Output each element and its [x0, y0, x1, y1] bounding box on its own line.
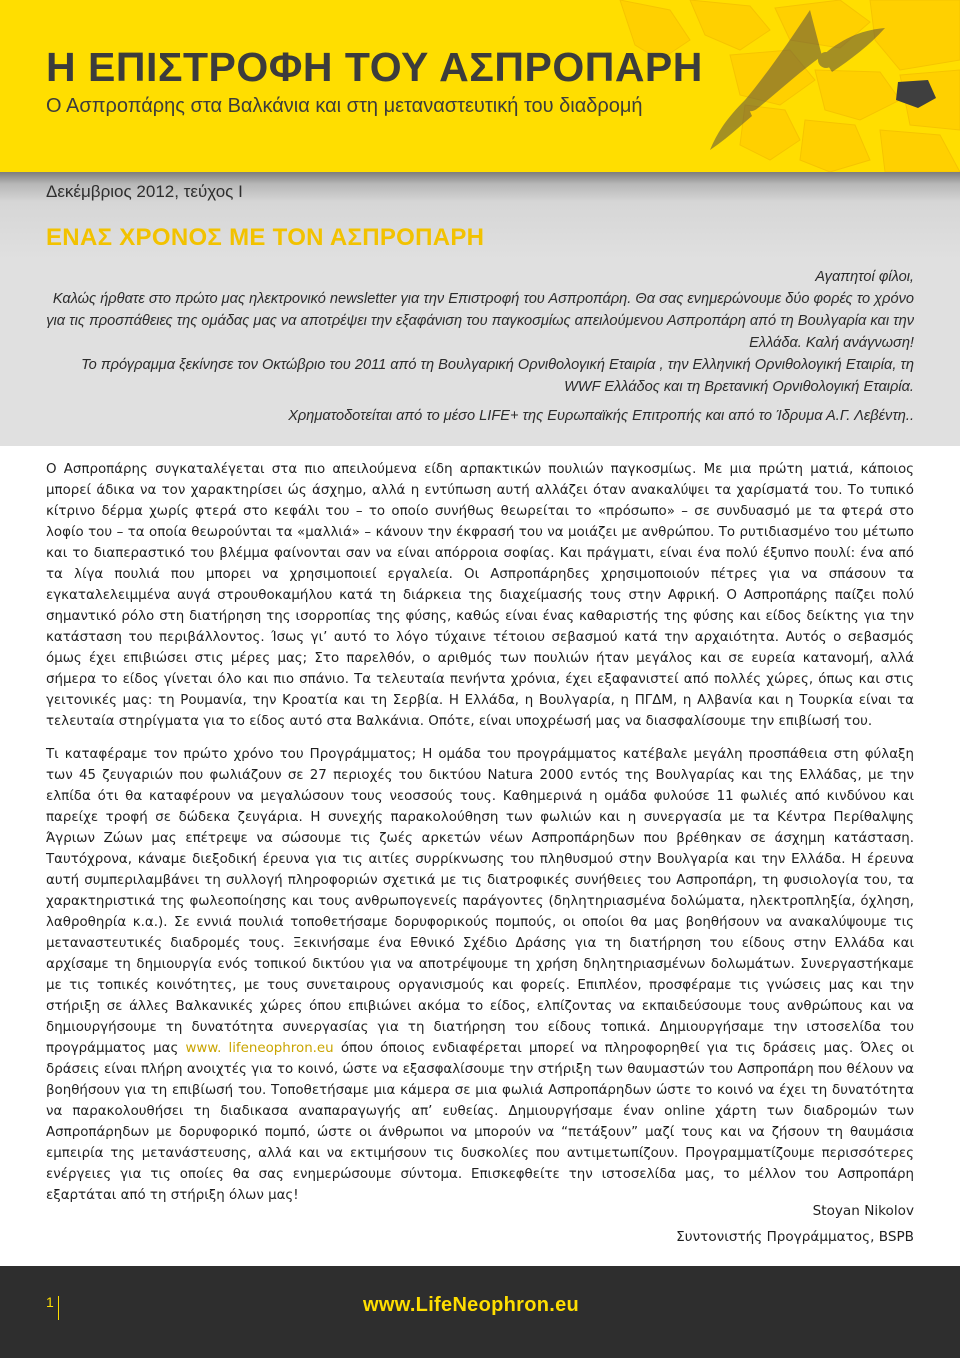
- section-heading: ΕΝΑΣ ΧΡΟΝΟΣ ΜΕ ΤΟΝ ΑΣΠΡΟΠΑΡΗ: [46, 224, 485, 251]
- intro-text: [46, 266, 914, 427]
- intro-funding: Χρηματοδοτείται από το μέσο LIFE+ της Ευρωπαϊκής Επιτροπής και από το Ίδρυμα Α.Γ. Λεβέντη..: [288, 408, 914, 424]
- signature: [676, 1198, 914, 1250]
- body-paragraph: Ο Ασπροπάρης συγκαταλέγεται στα πιο απειλούμενα είδη αρπακτικών πουλιών παγκοσμίως. Με μια πρώτη ματιά, κάποιος μπορεί άδικα να τον χαρακτηρίσει ώς άσχημο, αλλά η εντύπωση αυτή αλλάζει όταν ανακαλύψει τα χαρίσματά του. Το τυπικό κίτρινο δέρμα χωρίς φτερά στο κεφάλι του – το οποίο συνήθως θεωρείται το «πρόσωπο» – σε συνδυασμό με τα φτερά στο λοφίο του – τα οποία θεωρούνται τα «μαλλιά» – κάνουν την έκφρασή του να μοιάζει με ανθρώπου. Το ρυτιδιασμένο του μέτωπο και το διαπεραστικό του βλέμμα φαίνονται σαν να είναι απόρροια σοφίας. Και πράγματι, είναι ένα πολύ έξυπνο πουλί: ένα από τα λίγα πουλιά που μπορει να χρησιμοποιεί εργαλεία. Οι Ασπροπάρηδες χρησιμοποιούν πέτρες για να σπάσουν τα εγκαταλελειμμένα αυγά στρουθοκαμήλου κατά τη διάρκεια της διαχείμασής τους στην Αφρική. Ο Ασπροπάρης παίζει πολύ σημαντικό ρόλο στη διατήρηση της ισορροπίας της φύσης, καθώς είναι ένας καθαριστής της φύσης και είδος δείκτης για την κατάσταση του περιβάλλοντος. Ίσως γι’ αυτό το λόγο τύχαινε τέτοιου σεβασμού κατά την αρχαιότητα. Αυτός ο σεβασμός όμως έχει επιβιώσει στις μέρες μας; Στο παρελθόν, ο αριθμός των πουλιών ήταν μεγάλος και σε ευρεία κατανομή, αλλά σήμερα το είδος γίνεται όλο και πιο σπάνιο. Τα τελευταία πενήντα χρόνια, έχει εξαφανιστεί από πολλές χώρες, όπως και στις γειτονικές μας: τη Ρουμανία, την Κροατία και τη Σερβία. Η Ελλάδα, η Βουλγαρία, η ΠΓΔΜ, η Αλβανία και η Τουρκία είναι τα τελευταία στηρίγματα για το είδος αυτό στα Βαλκάνια. Οπότε, είναι υποχρέωσή μας να διασφαλίσουμε την επιβίωσή του.: [46, 462, 914, 729]
- body-text: όπου όποιος ενδιαφέρεται μπορεί να πληροφορηθεί για τις δράσεις μας. Όλες οι δράσεις είναι πλήρη ανοιχτές για το κοινό, ώστε να εξασφαλίσουμε την στήριξη των θαυμαστών του Ασπροπάρη που θέλουν να βοηθήσουν για τη επιβίωσή του. Τοποθετήσαμε μια κάμερα σε μια φωλιά Ασπροπάρηδων ώστε το κοινό να έχει τη δυνατότητα να παρακολουθήσει τη διαδικασα αναπαραγωγής απ’ ευθείας. Δημιουργήσαμε έναν online χάρτη των διαδρομών των Ασπροπάρηδων με δορυφορικό πομπό, ώστε οι άνθρωποι να μπορούν να “πετάξουν” μαζί τους και να ζήσουν τη θαυμάσια εμπειρία της μετανάστευσης, αλλά και να εκτιμήσουν τις δυσκολίες που αντιμετωπίζουν. Προγραμματίζουμε περισσότερες ενέργειες για τις οποίες θα σας ενημερώσουμε σύντομα. Επισκεφθείτε την ιστοσελίδα μας, το μέλλον του Ασπροπάρη εξαρτάται από τη στήριξη όλων μας!: [46, 1041, 914, 1203]
- page-number-divider: [58, 1296, 59, 1320]
- intro-greeting: Αγαπητοί φίλοι,: [815, 269, 914, 285]
- signature-name: Stoyan Nikolov: [812, 1203, 914, 1219]
- issue-date: Δεκέμβριος 2012, τεύχος I: [46, 182, 243, 201]
- header-banner: [0, 0, 960, 172]
- newsletter-title: Η ΕΠΙΣΤΡΟΦΗ ΤΟΥ ΑΣΠΡΟΠΑΡΗ: [46, 44, 703, 90]
- body-paragraph: [46, 744, 914, 1206]
- intro-paragraph: Καλώς ήρθατε στο πρώτο μας ηλεκτρονικό newsletter για την Επιστροφή του Ασπροπάρη. Θα σας ενημερώνουμε δύο φορές το χρόνο για τις προσπάθειες της ομάδας μας να αποτρέψει την εξαφάνιση του παγκοσμίως απειλούμενου Ασπροπάρη από τη Βουλγαρία και την Ελλάδα. Καλή ανάγνωση!: [46, 291, 914, 351]
- intro-paragraph: Το πρόγραμμα ξεκίνησε τον Οκτώβριο του 2011 από τη Βουλγαρική Ορνιθολογική Εταιρία , την Ελληνική Ορνιθολογική Εταιρία, τη WWF Ελλάδος και τη Βρετανική Ορνιθολογική Εταιρία.: [81, 357, 914, 395]
- footer-website-link[interactable]: www.LifeNeophron.eu: [363, 1294, 580, 1316]
- article-body: [46, 459, 914, 1206]
- website-link[interactable]: www. lifeneophron.eu: [185, 1041, 334, 1056]
- page-number: 1: [46, 1294, 54, 1310]
- body-text: Τι καταφέραμε τον πρώτο χρόνο του Προγράμματος; Η ομάδα του προγράμματος κατέβαλε μεγάλη προσπάθεια στη φύλαξη των 45 ζευγαριών που φωλιάζουν σε 27 περιοχές του δικτύου Natura 2000 εντός της Βουλγαρίας και της Ελλάδας, με την ελπίδα ότι θα καταφέρουν να μεγαλώσουν τους νεοσσούς τους. Καθημερινά η ομάδα φυλούσε 11 φωλιές από κινδύνου και παρείχε τροφή σε δώδεκα ζευγάρια. Η συνεχής παρακολούθηση των φωλιών και η συνεργασία με τα Κέντρα Περίθαλψης Άγριων Ζώων μας επέτρεψε να σώσουμε τις ζωές αρκετών νέων Ασπροπάρηδων που βρέθηκαν σε άσχημη κατάσταση. Ταυτόχρονα, κάναμε διεξοδική έρευνα για τις αιτίες συρρίκνωσης του πληθυσμού στην Βουλγαρία και την Ελλάδα. Η έρευνα αυτή συμπεριλαμβάνει τη συλλογή πληροφοριών σχετικά με τις διατροφικές συνήθειες του Ασπροπάρη, τη φυσιολογία του, τα χαρακτηριστικά της φωλεοποίησης και τους ανθρωπογενείς παράγοντες (δηλητηριασμένα δολώματα, ηλεκτροπληξία, όχληση, λαθροθηρία κ.α.). Σε εννιά πουλιά τοποθετήσαμε δορυφορικούς πομπούς, οι οποίοι θα μας βοηθήσουν να ανακαλύψουμε τις μεταναστευτικές διαδρομές τους. Ξεκινήσαμε ένα Εθνικό Σχέδιο Δράσης για τη διατήρηση του είδους στην Ελλάδα και αρχίσαμε τη δημιουργία ενός τοπικού δικτύου για να αποτρέψουμε τη χρήση δηλητηριασμένων δολωμάτων. Συνεργαστήκαμε με τις τοπικές κοινότητες, με τους συνεταιρους οργανισμούς και φορείς. Επιπλέον, προσφέραμε τις γνώσεις μας και την στήριξη σε άλλες Βαλκανικές χώρες όπου επιβιώνει ακόμα το είδος, ελπίζοντας να εκπαιδεύσουμε τους ανθρώπους και να δημιουργήσουμε τη δυνατότητα συνεργασίας για τη διατήρηση του είδους τοπικά. Δημιουργήσαμε την ιστοσελίδα του προγράμματος μας: [46, 747, 914, 1056]
- signature-role: Συντονιστής Προγράμματος, BSPB: [676, 1229, 914, 1245]
- newsletter-subtitle: Ο Ασπροπάρης στα Βαλκάνια και στη μεταναστευτική του διαδρομή: [46, 95, 643, 117]
